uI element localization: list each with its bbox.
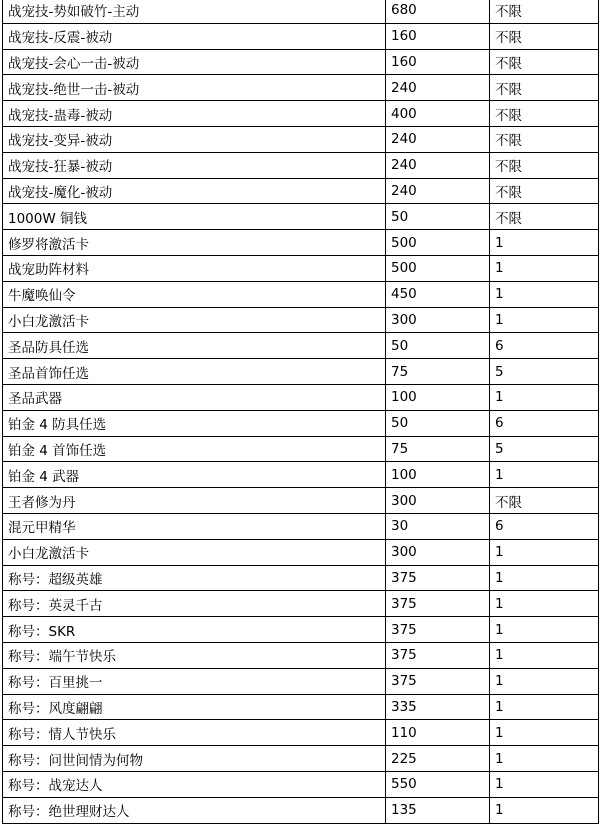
table-row — [3, 720, 599, 746]
price-cell: 400 — [386, 101, 490, 127]
table-row — [3, 642, 599, 668]
item-name-cell: 圣品武器 — [3, 384, 386, 410]
item-name-cell: 战宠技-绝世一击-被动 — [3, 75, 386, 101]
price-cell: 240 — [386, 152, 490, 178]
item-name-cell: 战宠技-势如破竹-主动 — [3, 0, 386, 23]
limit-cell: 不限 — [490, 152, 599, 178]
limit-cell: 1 — [490, 720, 599, 746]
table-row — [3, 539, 599, 565]
item-name-cell: 称号：超级英雄 — [3, 565, 386, 591]
item-name-cell: 圣品防具任选 — [3, 333, 386, 359]
limit-cell: 1 — [490, 255, 599, 281]
limit-cell: 1 — [490, 617, 599, 643]
price-cell: 100 — [386, 384, 490, 410]
table-row — [3, 565, 599, 591]
table-row — [3, 462, 599, 488]
limit-cell: 不限 — [490, 23, 599, 49]
price-cell: 100 — [386, 462, 490, 488]
item-name-cell: 战宠技-会心一击-被动 — [3, 49, 386, 75]
table-row — [3, 694, 599, 720]
price-cell: 30 — [386, 513, 490, 539]
table-row — [3, 230, 599, 256]
item-name-cell: 战宠技-反震-被动 — [3, 23, 386, 49]
table-row — [3, 797, 599, 823]
price-cell: 335 — [386, 694, 490, 720]
table-row — [3, 359, 599, 385]
table-row — [3, 75, 599, 101]
price-cell: 680 — [386, 0, 490, 23]
price-cell: 50 — [386, 204, 490, 230]
table-row — [3, 307, 599, 333]
price-cell: 240 — [386, 75, 490, 101]
limit-cell: 不限 — [490, 49, 599, 75]
price-cell: 75 — [386, 359, 490, 385]
limit-cell: 1 — [490, 797, 599, 823]
item-name-cell: 铂金 4 首饰任选 — [3, 436, 386, 462]
item-name-cell: 战宠技-魔化-被动 — [3, 178, 386, 204]
item-name-cell: 铂金 4 武器 — [3, 462, 386, 488]
limit-cell: 1 — [490, 230, 599, 256]
item-name-cell: 小白龙激活卡 — [3, 307, 386, 333]
item-name-cell: 战宠技-变异-被动 — [3, 126, 386, 152]
limit-cell: 1 — [490, 462, 599, 488]
table-row — [3, 436, 599, 462]
price-cell: 375 — [386, 565, 490, 591]
table-row — [3, 746, 599, 772]
table-row — [3, 617, 599, 643]
item-name-cell: 混元甲精华 — [3, 513, 386, 539]
limit-cell: 不限 — [490, 178, 599, 204]
price-cell: 135 — [386, 797, 490, 823]
table-row — [3, 204, 599, 230]
table-row — [3, 591, 599, 617]
limit-cell: 1 — [490, 591, 599, 617]
price-cell: 500 — [386, 230, 490, 256]
item-name-cell: 称号：百里挑一 — [3, 668, 386, 694]
limit-cell: 不限 — [490, 126, 599, 152]
limit-cell: 不限 — [490, 204, 599, 230]
limit-cell: 1 — [490, 771, 599, 797]
table-row — [3, 668, 599, 694]
price-cell: 500 — [386, 255, 490, 281]
limit-cell: 1 — [490, 668, 599, 694]
item-name-cell: 称号：风度翩翩 — [3, 694, 386, 720]
limit-cell: 6 — [490, 513, 599, 539]
table-row — [3, 126, 599, 152]
price-cell: 300 — [386, 488, 490, 514]
item-name-cell: 称号：战宠达人 — [3, 771, 386, 797]
limit-cell: 5 — [490, 436, 599, 462]
table-body — [3, 0, 599, 823]
limit-cell: 1 — [490, 539, 599, 565]
table-row — [3, 771, 599, 797]
item-name-cell: 战宠技-蛊毒-被动 — [3, 101, 386, 127]
item-name-cell: 修罗将激活卡 — [3, 230, 386, 256]
limit-cell: 不限 — [490, 488, 599, 514]
limit-cell: 5 — [490, 359, 599, 385]
limit-cell: 1 — [490, 307, 599, 333]
price-cell: 550 — [386, 771, 490, 797]
item-name-cell: 称号：英灵千古 — [3, 591, 386, 617]
item-name-cell: 称号：绝世理财达人 — [3, 797, 386, 823]
item-name-cell: 称号：SKR — [3, 617, 386, 643]
table-row — [3, 152, 599, 178]
price-cell: 450 — [386, 281, 490, 307]
item-name-cell: 牛魔唤仙令 — [3, 281, 386, 307]
table-row — [3, 333, 599, 359]
price-cell: 50 — [386, 333, 490, 359]
item-name-cell: 小白龙激活卡 — [3, 539, 386, 565]
limit-cell: 不限 — [490, 0, 599, 23]
item-name-cell: 称号：端午节快乐 — [3, 642, 386, 668]
table-row — [3, 49, 599, 75]
price-cell: 110 — [386, 720, 490, 746]
price-cell: 375 — [386, 642, 490, 668]
item-name-cell: 战宠助阵材料 — [3, 255, 386, 281]
limit-cell: 1 — [490, 281, 599, 307]
price-cell: 375 — [386, 591, 490, 617]
item-name-cell: 1000W 铜钱 — [3, 204, 386, 230]
price-cell: 240 — [386, 126, 490, 152]
item-name-cell: 王者修为丹 — [3, 488, 386, 514]
price-cell: 300 — [386, 307, 490, 333]
limit-cell: 不限 — [490, 75, 599, 101]
table-row — [3, 281, 599, 307]
item-name-cell: 称号：情人节快乐 — [3, 720, 386, 746]
table-row — [3, 255, 599, 281]
item-name-cell: 战宠技-狂暴-被动 — [3, 152, 386, 178]
table-row — [3, 101, 599, 127]
limit-cell: 6 — [490, 410, 599, 436]
limit-cell: 不限 — [490, 101, 599, 127]
price-cell: 375 — [386, 617, 490, 643]
exchange-table — [2, 0, 599, 824]
price-cell: 240 — [386, 178, 490, 204]
limit-cell: 1 — [490, 565, 599, 591]
limit-cell: 1 — [490, 694, 599, 720]
price-cell: 225 — [386, 746, 490, 772]
table-row — [3, 0, 599, 23]
limit-cell: 1 — [490, 384, 599, 410]
table-row — [3, 513, 599, 539]
limit-cell: 6 — [490, 333, 599, 359]
table-row — [3, 178, 599, 204]
limit-cell: 1 — [490, 642, 599, 668]
price-cell: 375 — [386, 668, 490, 694]
price-cell: 50 — [386, 410, 490, 436]
price-cell: 160 — [386, 23, 490, 49]
item-name-cell: 圣品首饰任选 — [3, 359, 386, 385]
table-row — [3, 410, 599, 436]
price-cell: 160 — [386, 49, 490, 75]
table-row — [3, 23, 599, 49]
table-row — [3, 488, 599, 514]
item-name-cell: 铂金 4 防具任选 — [3, 410, 386, 436]
price-cell: 75 — [386, 436, 490, 462]
table-row — [3, 384, 599, 410]
limit-cell: 1 — [490, 746, 599, 772]
price-cell: 300 — [386, 539, 490, 565]
item-name-cell: 称号：问世间情为何物 — [3, 746, 386, 772]
